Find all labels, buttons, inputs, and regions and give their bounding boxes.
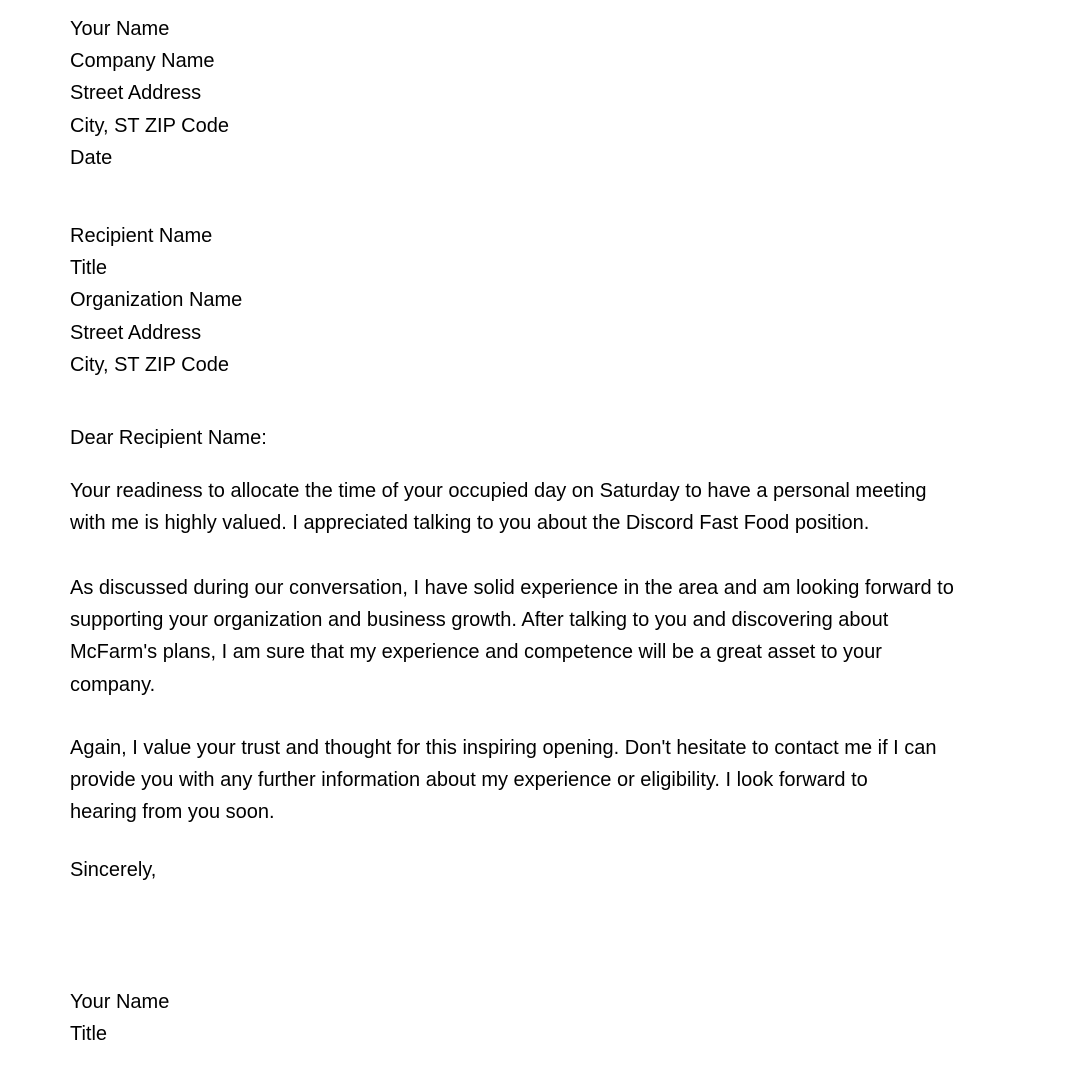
paragraph-line: company. (70, 673, 156, 696)
paragraph-line: Your readiness to allocate the time of your occupied day on Saturday to have a personal meeting (70, 480, 927, 502)
recipient-street: Street Address (70, 321, 202, 344)
paragraph-line: As discussed during our conversation, I have solid experience in the area and am looking forward to (70, 577, 954, 599)
closing-text: Sincerely, (70, 859, 157, 881)
closing (70, 854, 1050, 886)
sender-name: Your Name (70, 18, 170, 40)
salutation (70, 422, 1050, 454)
body-paragraph-1 (70, 475, 1050, 539)
recipient-city: City, ST ZIP Code (70, 353, 229, 376)
paragraph-line: McFarm's plans, I am sure that my experience and competence will be a great asset to your (70, 641, 882, 664)
body-paragraph-3 (70, 732, 1050, 829)
paragraph-line: hearing from you soon. (70, 801, 275, 824)
paragraph-line: with me is highly valued. I appreciated talking to you about the Discord Fast Food position. (70, 512, 870, 535)
paragraph-line: provide you with any further information about my experience or eligibility. I look forward to (70, 769, 868, 792)
signature-title: Title (70, 1023, 108, 1046)
signature-name: Your Name (70, 991, 170, 1013)
recipient-name: Recipient Name (70, 225, 213, 247)
recipient-address-block (70, 220, 1050, 381)
sender-company: Company Name (70, 50, 215, 73)
letter-date: Date (70, 146, 113, 169)
sender-address-block (70, 13, 1050, 174)
body-paragraph-2 (70, 572, 1050, 701)
salutation-text: Dear Recipient Name: (70, 427, 267, 449)
recipient-title: Title (70, 257, 108, 280)
paragraph-line: supporting your organization and business growth. After talking to you and discovering about (70, 609, 889, 632)
signature-block (70, 986, 1050, 1050)
sender-city: City, ST ZIP Code (70, 114, 229, 137)
paragraph-line: Again, I value your trust and thought for this inspiring opening. Don't hesitate to contact me if I can (70, 737, 937, 759)
recipient-organization: Organization Name (70, 289, 243, 312)
sender-street: Street Address (70, 82, 202, 105)
